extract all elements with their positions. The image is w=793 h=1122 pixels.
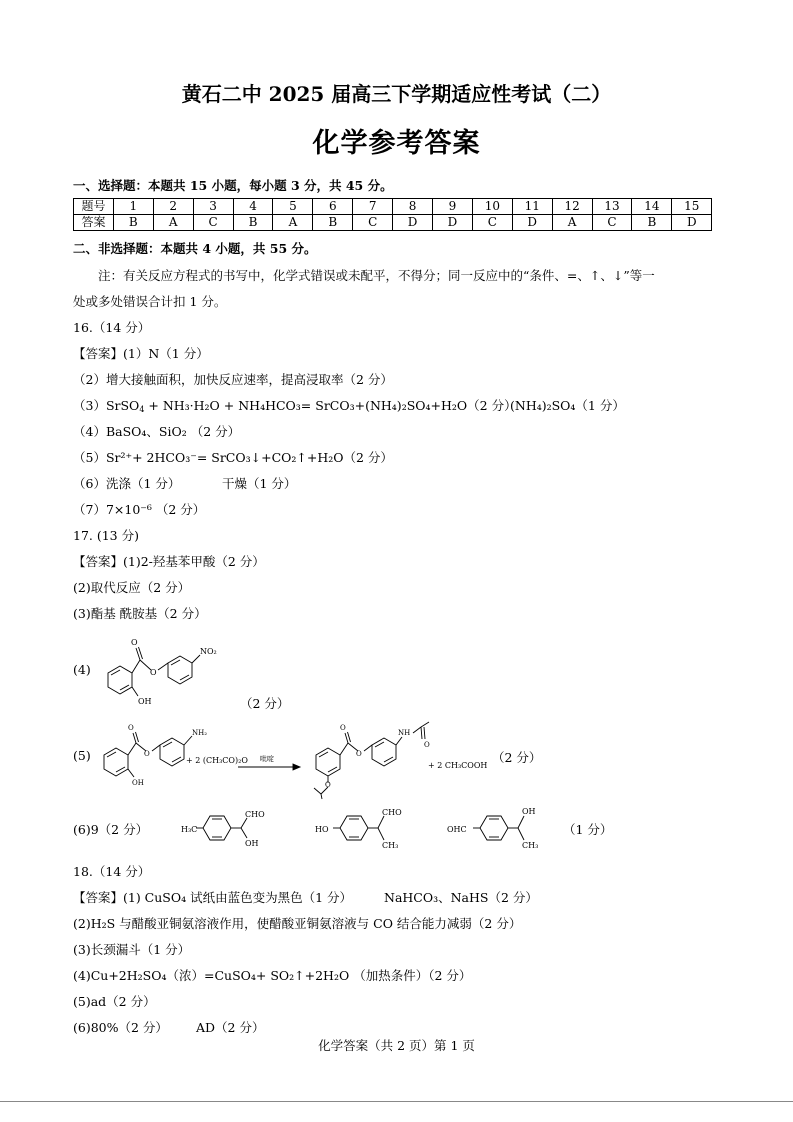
q18-answer-6a: (6)80%（2 分） bbox=[73, 1020, 168, 1035]
bottom-divider bbox=[0, 1101, 793, 1102]
table-cell: A bbox=[153, 215, 193, 231]
q18-answer-4: (4)Cu+2H₂SO₄（浓）=CuSO₄+ SO₂↑+2H₂O （加热条件）（2 分） bbox=[73, 968, 472, 983]
row-label-number: 题号 bbox=[74, 199, 114, 215]
q17-answer-4-score: （2 分） bbox=[240, 696, 290, 711]
label-ch3: CH₃ bbox=[382, 841, 399, 850]
table-cell: A bbox=[273, 215, 313, 231]
table-cell: 7 bbox=[353, 199, 393, 215]
table-cell: 3 bbox=[193, 199, 233, 215]
label-ho: HO bbox=[315, 825, 329, 834]
q16-heading: 16.（14 分） bbox=[73, 320, 151, 335]
table-cell: 5 bbox=[273, 199, 313, 215]
label-nh2: NH₂ bbox=[192, 729, 208, 737]
table-cell: 8 bbox=[393, 199, 433, 215]
section1-heading: 一、选择题：本题共 15 小题，每小题 3 分，共 45 分。 bbox=[73, 178, 393, 193]
q17-answer-2: (2)取代反应（2 分） bbox=[73, 580, 191, 595]
section2-heading: 二、非选择题：本题共 4 小题，共 55 分。 bbox=[73, 241, 317, 256]
label-o: O bbox=[144, 750, 150, 758]
table-cell: 14 bbox=[632, 199, 672, 215]
reagent-label: + 2 (CH₃CO)₂O bbox=[186, 756, 248, 765]
table-cell: C bbox=[472, 215, 512, 231]
q16-answer-3-rest: + NH₃·H₂O + NH₄HCO₃= SrCO₃+(NH₄)₂SO₄+H₂O（2 分） bbox=[144, 398, 517, 413]
q16-answer-3-prefix: （3）SrSO bbox=[73, 398, 140, 413]
q18-answer-5: (5)ad（2 分） bbox=[73, 994, 156, 1009]
q16-answer-4: （4）BaSO₄、SiO₂ （2 分） bbox=[73, 424, 241, 439]
q17-heading: 17. (13 分) bbox=[73, 528, 139, 543]
table-cell: 10 bbox=[472, 199, 512, 215]
reaction-5-diagram bbox=[88, 715, 508, 800]
structure-4-diagram bbox=[88, 630, 248, 710]
q17-answer-6-label: (6)9（2 分） bbox=[73, 822, 149, 837]
table-cell: B bbox=[313, 215, 353, 231]
table-cell: 12 bbox=[552, 199, 592, 215]
note-line-1: 注：有关反应方程式的书写中，化学式错误或未配平，不得分；同一反应中的“条件、=、↑、↓”等一 bbox=[98, 268, 655, 283]
subscript: 4 bbox=[139, 405, 145, 414]
q16-answer-7: （7）7×10⁻⁶ （2 分） bbox=[73, 502, 206, 517]
label-ohc: OHC bbox=[447, 825, 467, 834]
label-o: O bbox=[150, 668, 157, 677]
answer-table bbox=[73, 198, 712, 231]
q18-heading: 18.（14 分） bbox=[73, 864, 151, 879]
label-no2: NO₂ bbox=[200, 647, 217, 656]
label-nh: NH bbox=[398, 729, 411, 737]
table-cell: B bbox=[233, 215, 273, 231]
table-cell: D bbox=[672, 215, 712, 231]
q16-answer-3-extra: (NH₄)₂SO₄（1 分） bbox=[510, 398, 625, 413]
table-cell: 15 bbox=[672, 199, 712, 215]
q17-answer-6-score: （1 分） bbox=[563, 822, 613, 837]
q16-answer-5: （5）Sr²⁺+ 2HCO₃⁻= SrCO₃↓+CO₂↑+H₂O（2 分） bbox=[73, 450, 393, 465]
q17-answer-5-score: （2 分） bbox=[492, 750, 542, 765]
table-cell: D bbox=[433, 215, 473, 231]
label-o: O bbox=[131, 638, 138, 647]
table-cell: 6 bbox=[313, 199, 353, 215]
table-cell: D bbox=[512, 215, 552, 231]
q16-answer-3 bbox=[73, 396, 517, 414]
table-cell: 9 bbox=[433, 199, 473, 215]
product-label: + 2 CH₃COOH bbox=[428, 761, 488, 770]
q17-answer-4-label: (4) bbox=[73, 662, 91, 677]
q16-answer-6b: 干燥（1 分） bbox=[222, 476, 297, 491]
q18-answer-3: (3)长颈漏斗（1 分） bbox=[73, 942, 191, 957]
table-cell: B bbox=[632, 215, 672, 231]
note-line-2: 处或多处错误合计扣 1 分。 bbox=[73, 294, 227, 309]
label-cho: CHO bbox=[382, 808, 402, 817]
page-footer: 化学答案（共 2 页）第 1 页 bbox=[318, 1038, 475, 1053]
table-cell: B bbox=[113, 215, 153, 231]
q17-answer-5-label: (5) bbox=[73, 748, 91, 763]
label-o: O bbox=[424, 741, 430, 749]
table-cell: C bbox=[193, 215, 233, 231]
label-cho: CHO bbox=[245, 810, 265, 819]
q17-answer-3: (3)酯基 酰胺基（2 分） bbox=[73, 606, 207, 621]
table-cell: 1 bbox=[113, 199, 153, 215]
q18-answer-6b: AD（2 分） bbox=[196, 1020, 265, 1035]
label-o: O bbox=[128, 724, 134, 732]
table-row-numbers bbox=[74, 199, 712, 215]
q16-answer-6a: （6）洗涤（1 分） bbox=[73, 476, 181, 491]
label-oh: OH bbox=[245, 839, 259, 848]
label-o: O bbox=[340, 724, 346, 732]
label-ch3: CH₃ bbox=[522, 841, 539, 850]
q18-answer-1b: NaHCO₃、NaHS（2 分） bbox=[384, 890, 538, 905]
label-o: O bbox=[325, 781, 331, 789]
row-label-answer: 答案 bbox=[74, 215, 114, 231]
table-row-answers bbox=[74, 215, 712, 231]
label-o: O bbox=[356, 750, 362, 758]
table-cell: C bbox=[353, 215, 393, 231]
page-title: 黄石二中 2025 届高三下学期适应性考试（二） bbox=[181, 82, 612, 106]
page-subtitle: 化学参考答案 bbox=[312, 128, 481, 159]
label-oh: OH bbox=[132, 779, 144, 787]
q17-answer-1: 【答案】(1)2-羟基苯甲酸（2 分） bbox=[73, 554, 265, 569]
table-cell: C bbox=[592, 215, 632, 231]
q16-answer-1: 【答案】(1）N（1 分） bbox=[73, 346, 209, 361]
condition-label: 吡啶 bbox=[260, 755, 274, 763]
table-cell: 13 bbox=[592, 199, 632, 215]
q16-answer-2: （2）增大接触面积，加快反应速率，提高浸取率（2 分） bbox=[73, 372, 393, 387]
q18-answer-2: (2)H₂S 与醋酸亚铜氨溶液作用，使醋酸亚铜氨溶液与 CO 结合能力减弱（2 分） bbox=[73, 916, 522, 931]
label-oh: OH bbox=[522, 807, 536, 816]
table-cell: 4 bbox=[233, 199, 273, 215]
table-cell: 11 bbox=[512, 199, 552, 215]
table-cell: D bbox=[393, 215, 433, 231]
label-h3c: H₃C bbox=[181, 825, 198, 834]
isomer-structures-diagram bbox=[175, 802, 595, 854]
q18-answer-1: 【答案】(1) CuSO₄ 试纸由蓝色变为黑色（1 分） bbox=[73, 890, 353, 905]
table-cell: A bbox=[552, 215, 592, 231]
label-oh: OH bbox=[138, 697, 152, 706]
table-cell: 2 bbox=[153, 199, 193, 215]
